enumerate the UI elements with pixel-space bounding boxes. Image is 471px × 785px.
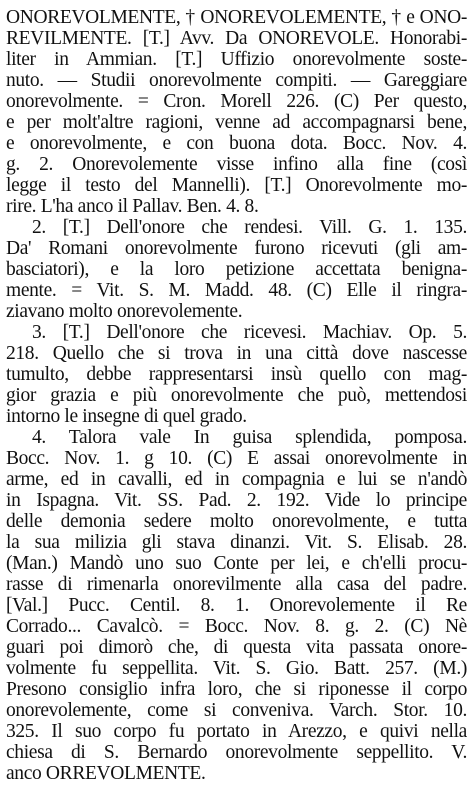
- text-line: 218. Quello che si trova in una città dove nascesse: [6, 343, 467, 364]
- text-line: Corrado... Cavalcò. = Bocc. Nov. 8. g. 2. (C) Nè: [6, 616, 467, 637]
- text-line: Bocc. Nov. 1. g 10. (C) E assai onorevolmente in: [6, 448, 467, 469]
- text-line: (Man.) Mandò uno suo Conte per lei, e ch'elli procu-: [6, 553, 467, 574]
- text-line: onorevolmente. = Cron. Morell 226. (C) Per questo,: [6, 91, 467, 112]
- text-line: delle demonia sedere molto onorevolmente, e tutta: [6, 511, 467, 532]
- text-line: rasse di rimenarla onorevilmente alla casa del padre.: [6, 574, 467, 595]
- text-line: Presono consiglio infra loro, che si riponesse il corpo: [6, 679, 467, 700]
- text-line: onorevolemente, come si conveniva. Varch. Stor. 10.: [6, 700, 467, 721]
- text-line: g. 2. Onorevolemente visse infino alla fine (così: [6, 154, 467, 175]
- text-line: intorno le insegne di quel grado.: [6, 406, 247, 427]
- sense-3-heading: 3. [T.] Dell'onore che ricevesi. Machiav. Op. 5.: [32, 322, 467, 343]
- text-line: rire. L'ha anco il Pallav. Ben. 4. 8.: [6, 196, 259, 217]
- text-line: 325. Il suo corpo fu portato in Arezzo, e quivi nella: [6, 721, 467, 742]
- text-line: anco ORREVOLMENTE.: [6, 763, 206, 784]
- sense-2-heading: 2. [T.] Dell'onore che rendesi. Vill. G. 1. 135.: [32, 217, 467, 238]
- text-line: arme, ed in cavalli, ed in compagnia e lui se n'andò: [6, 469, 467, 490]
- text-line: guari poi dimorò che, di questa vita passata onore-: [6, 637, 467, 658]
- text-line: mente. = Vit. S. M. Madd. 48. (C) Elle il ringra-: [6, 280, 467, 301]
- text-line: liter in Ammian. [T.] Uffizio onorevolmente soste-: [6, 49, 467, 70]
- text-line: Da' Romani onorevolmente furono ricevuti (gli am-: [6, 238, 467, 259]
- text-line: legge il testo del Mannelli). [T.] Onorevolmente mo-: [6, 175, 467, 196]
- text-line: e onorevolmente, e con buona dota. Bocc. Nov. 4.: [6, 133, 467, 154]
- text-line: ziavano molto onorevolemente.: [6, 301, 243, 322]
- text-line: ONOREVOLMENTE, † ONOREVOLEMENTE, † e ONO-: [6, 7, 467, 28]
- text-line: in Ispagna. Vit. SS. Pad. 2. 192. Vide lo principe: [6, 490, 467, 511]
- text-line: [Val.] Pucc. Centil. 8. 1. Onorevolemente il Re: [6, 595, 467, 616]
- text-line: e per molt'altre ragioni, venne ad accompagnarsi bene,: [6, 112, 467, 133]
- sense-4-heading: 4. Talora vale In guisa splendida, pomposa.: [32, 427, 467, 448]
- text-line: la sua milizia gli stava dinanzi. Vit. S. Elisab. 28.: [6, 532, 467, 553]
- text-line: REVILMENTE. [T.] Avv. Da ONOREVOLE. Honorabi-: [6, 28, 467, 49]
- text-line: basciatori), e la loro petizione accettata benigna-: [6, 259, 467, 280]
- text-line: tumulto, debbe rappresentarsi insù quello con mag-: [6, 364, 467, 385]
- text-line: volmente fu seppellita. Vit. S. Gio. Batt. 257. (M.): [6, 658, 467, 679]
- text-line: chiesa di S. Bernardo onorevolmente seppellito. V.: [6, 742, 467, 763]
- text-line: nuto. — Studii onorevolmente compiti. — Gareggiare: [6, 70, 467, 91]
- text-line: gior grazia e più onorevolmente che può, mettendosi: [6, 385, 467, 406]
